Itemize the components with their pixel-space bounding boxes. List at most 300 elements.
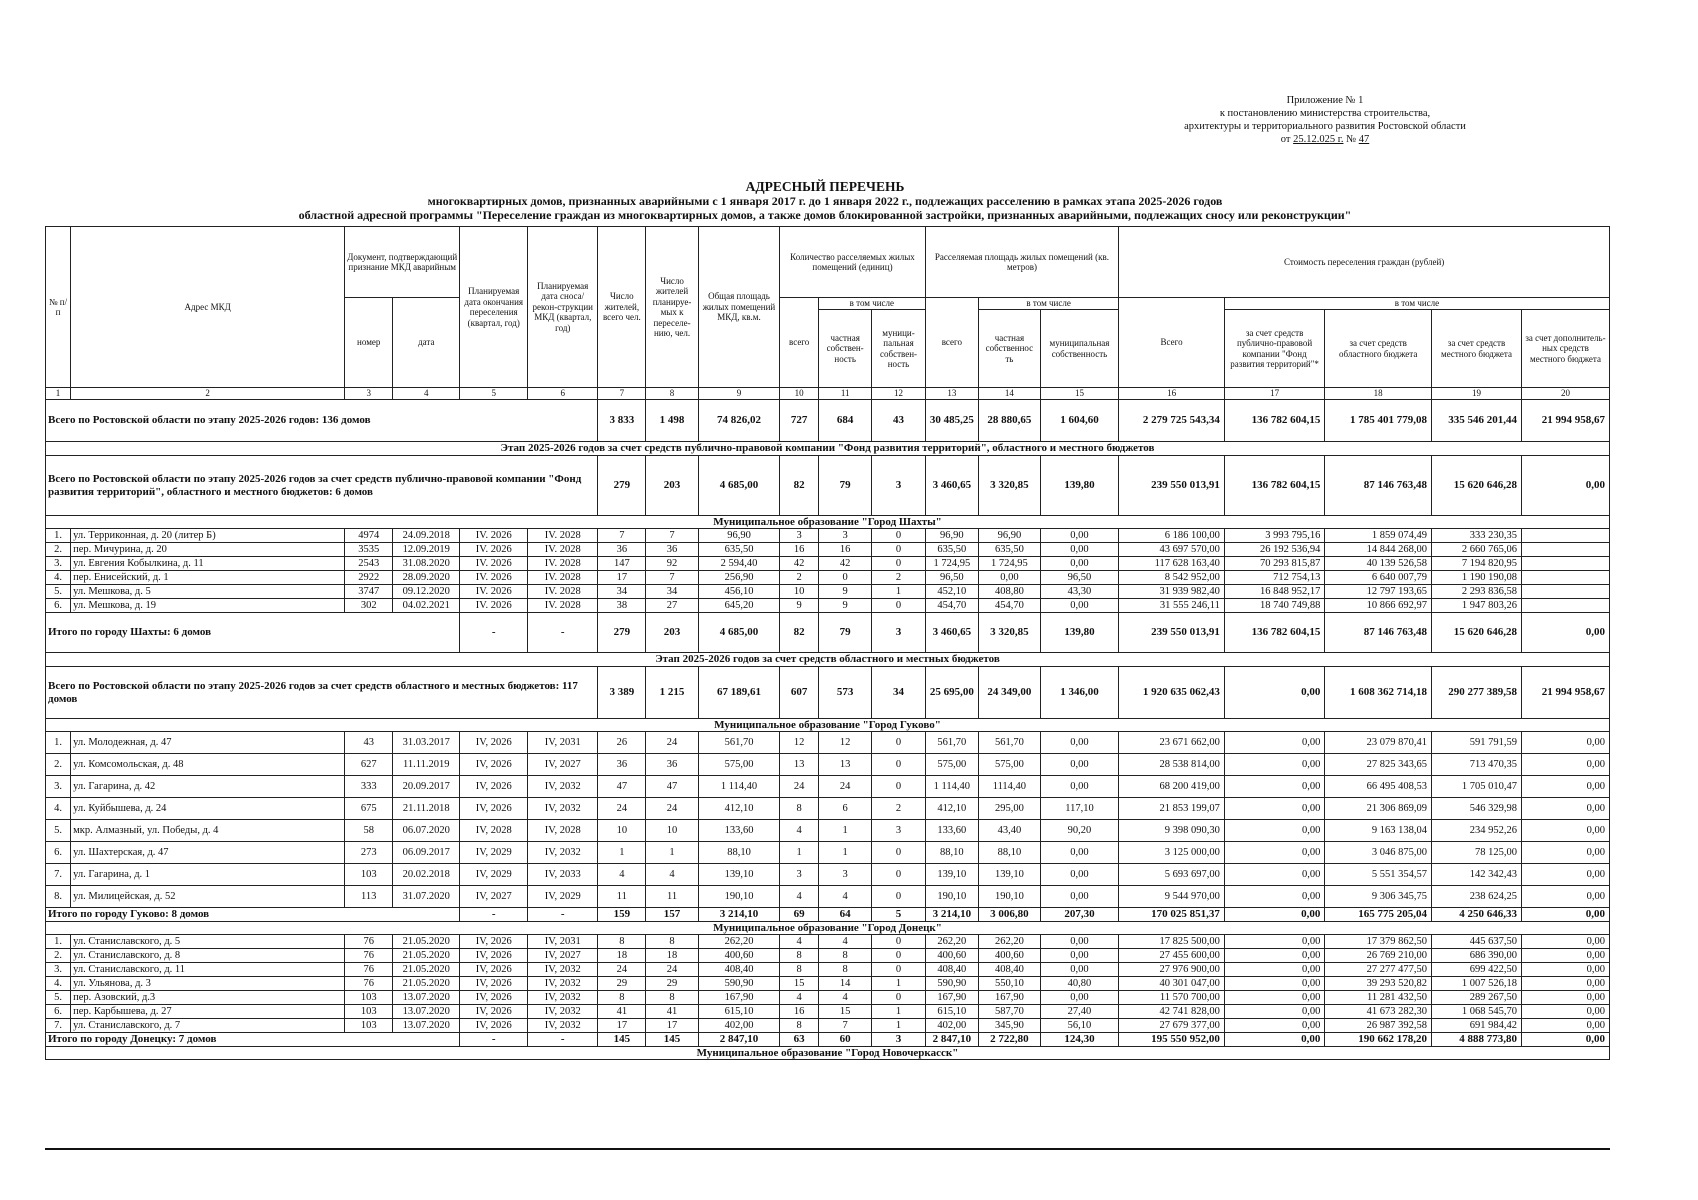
table-cell: 28 538 814,00 [1119, 754, 1225, 776]
table-cell: IV. 2028 [528, 571, 598, 585]
table-cell: IV, 2026 [460, 963, 528, 977]
table-cell: 11.11.2019 [393, 754, 460, 776]
table-cell: 167,90 [979, 991, 1041, 1005]
header-num: № п/п [46, 227, 71, 388]
column-number: 15 [1040, 388, 1118, 400]
table-cell: IV. 2028 [528, 599, 598, 613]
stage-total-row [46, 456, 1610, 516]
table-cell: 12 797 193,65 [1325, 585, 1432, 599]
table-cell: 40 301 047,00 [1119, 977, 1225, 991]
column-number: 17 [1224, 388, 1324, 400]
column-number: 5 [460, 388, 528, 400]
table-cell: 0 [872, 886, 925, 908]
table-cell: 27,40 [1040, 1005, 1118, 1019]
column-number: 14 [979, 388, 1041, 400]
city-total-value: 190 662 178,20 [1325, 1033, 1432, 1047]
table-cell: IV, 2026 [460, 776, 528, 798]
table-cell: 262,20 [979, 935, 1041, 949]
table-cell: IV, 2027 [528, 754, 598, 776]
table-cell: 10 [780, 585, 819, 599]
table-cell: 21 853 199,07 [1119, 798, 1225, 820]
table-cell: 04.02.2021 [393, 599, 460, 613]
table-cell: 7 [819, 1019, 872, 1033]
table-cell: 31 555 246,11 [1119, 599, 1225, 613]
table-cell: 41 [646, 1005, 698, 1019]
table-cell: 8 [780, 949, 819, 963]
stage-total-value: 1 215 [646, 667, 698, 719]
city-total-row [46, 613, 1610, 653]
table-cell: 78 125,00 [1432, 842, 1522, 864]
table-cell: 675 [345, 798, 393, 820]
bottom-rule [45, 1148, 1610, 1150]
table-cell: 21 306 869,09 [1325, 798, 1432, 820]
table-cell: 4 [780, 886, 819, 908]
stage-total-value: 15 620 646,28 [1432, 456, 1522, 516]
city-total-label: Итого по городу Шахты: 6 домов [46, 613, 460, 653]
table-cell: 43,30 [1040, 585, 1118, 599]
city-total-value: 87 146 763,48 [1325, 613, 1432, 653]
table-cell: 96,90 [925, 529, 978, 543]
table-cell: 2922 [345, 571, 393, 585]
table-cell: 0 [872, 842, 925, 864]
table-cell: 24 [598, 963, 646, 977]
table-cell: 0,00 [1040, 864, 1118, 886]
table-cell: 7. [46, 1019, 71, 1033]
title-program: областной адресной программы "Переселение граждан из многоквартирных домов, а также домов блокированной застройки, признанных аварийными, подлежащих сносу или реконструкции" [298, 208, 1352, 222]
header-qty: Количество расселяемых жилых помещений (единиц) [780, 227, 925, 298]
city-total-value: 0,00 [1224, 1033, 1324, 1047]
city-total-value: - [528, 1033, 598, 1047]
city-total-value: 195 550 952,00 [1119, 1033, 1225, 1047]
table-cell: 1 [872, 1005, 925, 1019]
header-qty-municipal: муници-пальная собствен-ность [872, 310, 925, 388]
city-total-value: 79 [819, 613, 872, 653]
city-total-value: 139,80 [1040, 613, 1118, 653]
table-row [46, 949, 1610, 963]
table-cell: 4 [819, 886, 872, 908]
grand-total-row-value: 684 [819, 400, 872, 442]
table-cell: 190,10 [698, 886, 780, 908]
city-total-value: 5 [872, 908, 925, 922]
table-cell: 2. [46, 543, 71, 557]
table-cell: 21.11.2018 [393, 798, 460, 820]
column-number: 20 [1521, 388, 1609, 400]
table-cell: 11 [598, 886, 646, 908]
table-cell: 8 [598, 935, 646, 949]
table-cell: 686 390,00 [1432, 949, 1522, 963]
table-cell: 0 [872, 949, 925, 963]
table-cell: 16 [780, 1005, 819, 1019]
table-cell: 1 724,95 [979, 557, 1041, 571]
table-cell: 0,00 [1224, 754, 1324, 776]
table-cell: ул. Гагарина, д. 1 [71, 864, 345, 886]
table-cell: 0,00 [1224, 798, 1324, 820]
city-total-value: 3 214,10 [698, 908, 780, 922]
table-cell: 635,50 [925, 543, 978, 557]
table-cell: 454,70 [979, 599, 1041, 613]
table-cell [1521, 557, 1609, 571]
city-total-value: 63 [780, 1033, 819, 1047]
table-cell: IV, 2028 [528, 820, 598, 842]
table-cell: 96,90 [698, 529, 780, 543]
table-cell: 88,10 [698, 842, 780, 864]
table-cell: ул. Ульянова, д. 3 [71, 977, 345, 991]
table-cell: 0,00 [1521, 977, 1609, 991]
table-row [46, 529, 1610, 543]
table-row [46, 599, 1610, 613]
stage-title-text: Этап 2025-2026 годов за счет средств областного и местных бюджетов [46, 653, 1610, 667]
table-cell: 14 844 268,00 [1325, 543, 1432, 557]
table-cell: 691 984,42 [1432, 1019, 1522, 1033]
table-cell: 103 [345, 991, 393, 1005]
table-cell: 17 825 500,00 [1119, 935, 1225, 949]
table-cell: 9 [780, 599, 819, 613]
table-cell: 262,20 [925, 935, 978, 949]
table-cell: 76 [345, 935, 393, 949]
column-number: 8 [646, 388, 698, 400]
table-cell: 0,00 [1040, 599, 1118, 613]
table-cell: 47 [598, 776, 646, 798]
city-total-value: 165 775 205,04 [1325, 908, 1432, 922]
column-number: 13 [925, 388, 978, 400]
table-cell: 1 705 010,47 [1432, 776, 1522, 798]
table-cell: 16 [819, 543, 872, 557]
column-number: 1 [46, 388, 71, 400]
table-cell: 712 754,13 [1224, 571, 1324, 585]
appendix-no: № [1343, 134, 1359, 145]
table-cell: 0,00 [1521, 886, 1609, 908]
table-cell: 400,60 [925, 949, 978, 963]
table-cell: 13.07.2020 [393, 991, 460, 1005]
table-cell: 41 [598, 1005, 646, 1019]
table-cell: 1. [46, 529, 71, 543]
grand-total-row-value: 2 279 725 543,34 [1119, 400, 1225, 442]
table-cell [1521, 585, 1609, 599]
city-total-value: - [460, 613, 528, 653]
table-cell: 28.09.2020 [393, 571, 460, 585]
city-total-value: 82 [780, 613, 819, 653]
city-total-value: 4 685,00 [698, 613, 780, 653]
table-cell: 1 114,40 [925, 776, 978, 798]
table-cell: 256,90 [698, 571, 780, 585]
table-cell: 17 [598, 571, 646, 585]
table-cell: IV, 2026 [460, 991, 528, 1005]
municipality-title [46, 719, 1610, 732]
table-cell: 575,00 [925, 754, 978, 776]
table-cell: 0,00 [1040, 963, 1118, 977]
header-total-area: Общая площадь жилых помещений МКД, кв.м. [698, 227, 780, 388]
table-cell: ул. Гагарина, д. 42 [71, 776, 345, 798]
table-cell: 2543 [345, 557, 393, 571]
city-total-label: Итого по городу Гуково: 8 домов [46, 908, 460, 922]
table-cell: 0 [872, 732, 925, 754]
table-cell: 4 [598, 864, 646, 886]
table-cell: 7. [46, 864, 71, 886]
table-cell: 2 [872, 571, 925, 585]
table-cell: 0,00 [1224, 732, 1324, 754]
header-area-incl: в том числе [979, 298, 1119, 310]
table-cell: 2. [46, 754, 71, 776]
table-cell: 66 495 408,53 [1325, 776, 1432, 798]
table-row [46, 585, 1610, 599]
header-area-private: частная собственнос ть [979, 310, 1041, 388]
column-number: 3 [345, 388, 393, 400]
city-total-value: 0,00 [1521, 613, 1609, 653]
header-qty-incl: в том числе [819, 298, 926, 310]
table-cell: 0,00 [1224, 886, 1324, 908]
table-cell: 645,20 [698, 599, 780, 613]
header-cost-additional: за счет дополнитель-ных средств местного бюджета [1521, 310, 1609, 388]
table-cell: 18 [646, 949, 698, 963]
table-cell: 0,00 [1521, 732, 1609, 754]
city-total-value: - [460, 1033, 528, 1047]
table-cell: 17 [646, 1019, 698, 1033]
table-cell: 15 [780, 977, 819, 991]
table-cell: 23 079 870,41 [1325, 732, 1432, 754]
table-cell: 0,00 [1224, 963, 1324, 977]
table-cell: 43 [345, 732, 393, 754]
table-cell: 8 [780, 963, 819, 977]
table-row [46, 776, 1610, 798]
table-cell: 58 [345, 820, 393, 842]
grand-total-row-value: 43 [872, 400, 925, 442]
table-cell: 0 [819, 571, 872, 585]
table-cell: 0,00 [1040, 754, 1118, 776]
stage-total-label: Всего по Ростовской области по этапу 2025-2026 годов за счет средств областного и местных бюджетов: 117 домов [46, 667, 598, 719]
table-cell: 262,20 [698, 935, 780, 949]
table-row [46, 935, 1610, 949]
table-cell: 452,10 [925, 585, 978, 599]
table-cell: IV. 2026 [460, 571, 528, 585]
table-cell: 20.02.2018 [393, 864, 460, 886]
city-total-value: 159 [598, 908, 646, 922]
table-cell: 0,00 [1224, 820, 1324, 842]
table-cell: 5. [46, 585, 71, 599]
table-cell: 10 [598, 820, 646, 842]
table-cell: пер. Карбышева, д. 27 [71, 1005, 345, 1019]
table-cell [1521, 529, 1609, 543]
table-cell: пер. Азовский, д.3 [71, 991, 345, 1005]
table-cell: 454,70 [925, 599, 978, 613]
table-cell [1521, 543, 1609, 557]
grand-total-row-label: Всего по Ростовской области по этапу 2025-2026 годов: 136 домов [46, 400, 598, 442]
table-cell: 4. [46, 977, 71, 991]
table-cell: 27 455 600,00 [1119, 949, 1225, 963]
header-doc-date: дата [393, 298, 460, 388]
table-cell: 0,00 [1040, 776, 1118, 798]
table-cell: 1 114,40 [698, 776, 780, 798]
table-cell: 76 [345, 949, 393, 963]
header-qty-total: всего [780, 298, 819, 388]
stage-total-value: 82 [780, 456, 819, 516]
table-cell: 3 [780, 529, 819, 543]
table-cell: 24.09.2018 [393, 529, 460, 543]
table-cell: 12 [780, 732, 819, 754]
table-cell: 6 [819, 798, 872, 820]
header-area: Расселяемая площадь жилых помещений (кв. метров) [925, 227, 1119, 298]
table-body [46, 400, 1610, 1060]
table-cell: 4 [780, 820, 819, 842]
stage-total-value: 21 994 958,67 [1521, 667, 1609, 719]
table-cell: 627 [345, 754, 393, 776]
municipality-title-text: Муниципальное образование "Город Донецк" [46, 922, 1610, 935]
table-cell: 0,00 [1224, 842, 1324, 864]
grand-total-row-value: 727 [780, 400, 819, 442]
municipality-title-text: Муниципальное образование "Город Новочеркасск" [46, 1047, 1610, 1060]
table-row [46, 886, 1610, 908]
table-cell: 0,00 [1040, 935, 1118, 949]
city-total-value: 203 [646, 613, 698, 653]
city-total-value: - [528, 613, 598, 653]
table-cell: 70 293 815,87 [1224, 557, 1324, 571]
table-cell: 06.07.2020 [393, 820, 460, 842]
table-cell: IV, 2026 [460, 732, 528, 754]
table-cell: 3. [46, 557, 71, 571]
table-cell: 5 551 354,57 [1325, 864, 1432, 886]
table-cell: 0,00 [1224, 1005, 1324, 1019]
document-title [150, 180, 1500, 222]
city-total-value: 3 [872, 613, 925, 653]
table-cell: 0 [872, 776, 925, 798]
city-total-value: 2 722,80 [979, 1033, 1041, 1047]
table-cell: 0,00 [1521, 820, 1609, 842]
table-cell: 0 [872, 935, 925, 949]
table-cell: 190,10 [979, 886, 1041, 908]
table-cell: 445 637,50 [1432, 935, 1522, 949]
table-cell: 1 [819, 842, 872, 864]
table-cell: 412,10 [698, 798, 780, 820]
column-number: 10 [780, 388, 819, 400]
table-cell: IV, 2029 [460, 864, 528, 886]
city-total-value: 0,00 [1521, 908, 1609, 922]
table-cell: 7 [598, 529, 646, 543]
table-cell: 8 [819, 963, 872, 977]
municipality-title-text: Муниципальное образование "Город Гуково" [46, 719, 1610, 732]
table-cell: 76 [345, 963, 393, 977]
table-cell: 103 [345, 1019, 393, 1033]
table-cell: ул. Мешкова, д. 19 [71, 599, 345, 613]
table-cell: 587,70 [979, 1005, 1041, 1019]
table-cell: 113 [345, 886, 393, 908]
table-cell: 1 [872, 977, 925, 991]
stage-total-row [46, 667, 1610, 719]
table-row [46, 1019, 1610, 1033]
table-cell: 133,60 [698, 820, 780, 842]
grand-total-row-value: 3 833 [598, 400, 646, 442]
table-cell: 3 046 875,00 [1325, 842, 1432, 864]
table-cell: 24 [646, 963, 698, 977]
city-total-value: 3 [872, 1033, 925, 1047]
table-cell: 34 [598, 585, 646, 599]
table-cell: 167,90 [698, 991, 780, 1005]
table-cell: 3. [46, 776, 71, 798]
appendix-line [1150, 133, 1500, 146]
header-planned-end: Планируемая дата окончания переселения (квартал, год) [460, 227, 528, 388]
table-cell: 0,00 [1224, 776, 1324, 798]
city-total-row [46, 1033, 1610, 1047]
city-total-value: 3 006,80 [979, 908, 1041, 922]
table-header [46, 227, 1610, 400]
city-total-value: - [528, 908, 598, 922]
table-cell: 0,00 [1521, 935, 1609, 949]
header-planned-resettle: Число жителей планируе-мых к переселе-нию, чел. [646, 227, 698, 388]
table-cell [1521, 599, 1609, 613]
table-cell: 1 947 803,26 [1432, 599, 1522, 613]
table-cell: 42 [819, 557, 872, 571]
table-cell: 1 190 190,08 [1432, 571, 1522, 585]
table-cell: 21.05.2020 [393, 963, 460, 977]
table-cell: 26 987 392,58 [1325, 1019, 1432, 1033]
table-cell: 3 [780, 864, 819, 886]
table-cell: 17 [598, 1019, 646, 1033]
stage-total-value: 67 189,61 [698, 667, 780, 719]
table-cell: 68 200 419,00 [1119, 776, 1225, 798]
table-cell: 0,00 [1224, 1019, 1324, 1033]
stage-total-value: 0,00 [1224, 667, 1324, 719]
municipality-title-text: Муниципальное образование "Город Шахты" [46, 516, 1610, 529]
table-cell: 591 791,59 [1432, 732, 1522, 754]
table-cell: 408,80 [979, 585, 1041, 599]
table-cell: 36 [646, 543, 698, 557]
table-cell: 3535 [345, 543, 393, 557]
header-cost-incl: в том числе [1224, 298, 1609, 310]
table-cell: 713 470,35 [1432, 754, 1522, 776]
table-cell: 0,00 [1521, 842, 1609, 864]
table-cell: 139,10 [925, 864, 978, 886]
table-cell: ул. Шахтерская, д. 47 [71, 842, 345, 864]
table-cell: 9 398 090,30 [1119, 820, 1225, 842]
table-cell: 0 [872, 754, 925, 776]
table-cell: 2 [780, 571, 819, 585]
table-cell: 6. [46, 842, 71, 864]
table-cell: 1 068 545,70 [1432, 1005, 1522, 1019]
table-cell: 103 [345, 1005, 393, 1019]
table-cell: 0 [872, 864, 925, 886]
table-cell: 90,20 [1040, 820, 1118, 842]
column-number: 2 [71, 388, 345, 400]
column-number: 6 [528, 388, 598, 400]
table-cell: 0,00 [1040, 732, 1118, 754]
table-cell: 2 594,40 [698, 557, 780, 571]
table-cell: IV, 2026 [460, 798, 528, 820]
column-number: 9 [698, 388, 780, 400]
table-cell: 6. [46, 1005, 71, 1019]
table-cell: 133,60 [925, 820, 978, 842]
table-cell: IV, 2033 [528, 864, 598, 886]
city-total-value: 2 847,10 [698, 1033, 780, 1047]
table-cell: 0,00 [1521, 1019, 1609, 1033]
city-total-value: 207,30 [1040, 908, 1118, 922]
table-cell: 4 [780, 935, 819, 949]
table-cell: 23 671 662,00 [1119, 732, 1225, 754]
table-cell: IV, 2028 [460, 820, 528, 842]
column-number: 7 [598, 388, 646, 400]
table-cell: 11 281 432,50 [1325, 991, 1432, 1005]
table-cell [1521, 571, 1609, 585]
table-cell: 295,00 [979, 798, 1041, 820]
table-cell: IV, 2032 [528, 991, 598, 1005]
header-cost: Стоимость переселения граждан (рублей) [1119, 227, 1610, 298]
stage-total-value: 3 389 [598, 667, 646, 719]
table-cell: 24 [646, 732, 698, 754]
grand-total-row-value: 1 498 [646, 400, 698, 442]
table-cell: 31 939 982,40 [1119, 585, 1225, 599]
table-cell: IV, 2032 [528, 1019, 598, 1033]
table-cell: 10 866 692,97 [1325, 599, 1432, 613]
grand-total-row-value: 1 785 401 779,08 [1325, 400, 1432, 442]
address-list-table [45, 226, 1610, 1060]
table-cell: 273 [345, 842, 393, 864]
